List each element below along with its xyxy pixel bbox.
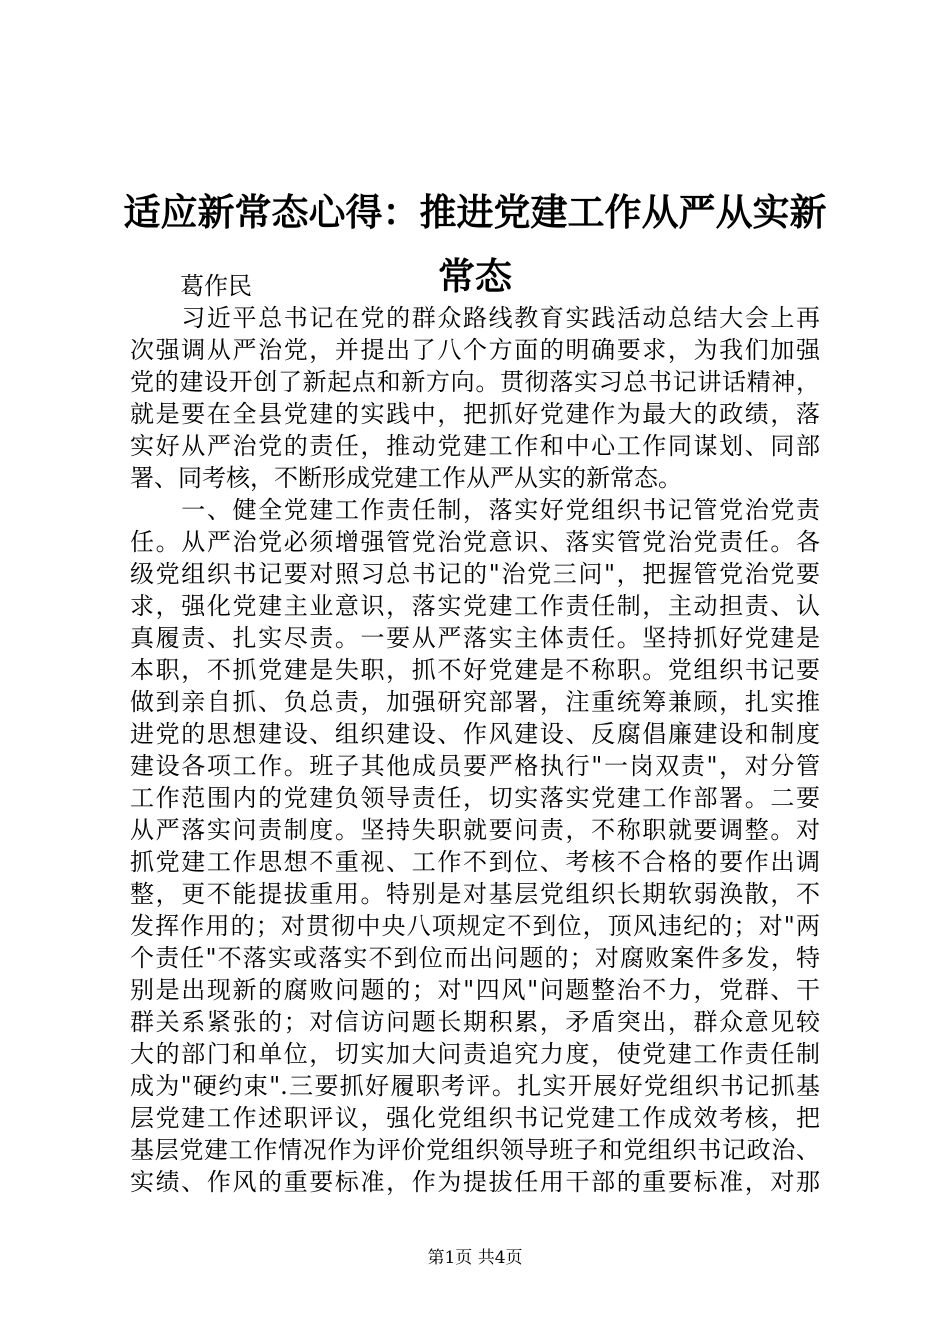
body-line: 一、健全党建工作责任制，落实好党组织书记管党治党责 — [130, 496, 820, 524]
body-line: 实好从严治党的责任，推动党建工作和中心工作同谋划、同部 — [130, 432, 820, 460]
body-line: 次强调从严治党，并提出了八个方面的明确要求，为我们加强 — [130, 336, 820, 364]
body-line: 做到亲自抓、负总责，加强研究部署，注重统筹兼顾，扎实推 — [130, 688, 820, 716]
body-line: 发挥作用的；对贯彻中央八项规定不到位，顶风违纪的；对"两 — [130, 912, 820, 940]
body-text — [130, 302, 820, 1198]
body-line: 整，更不能提拔重用。特别是对基层党组织长期软弱涣散，不 — [130, 880, 820, 908]
author-name: 葛作民 — [180, 272, 252, 300]
body-line: 署、同考核，不断形成党建工作从严从实的新常态。 — [130, 464, 682, 492]
body-line: 党的建设开创了新起点和新方向。贯彻落实习总书记讲话精神， — [130, 368, 820, 396]
body-line: 就是要在全县党建的实践中，把抓好党建作为最大的政绩，落 — [130, 400, 820, 428]
body-line: 进党的思想建设、组织建设、作风建设、反腐倡廉建设和制度 — [130, 720, 820, 748]
body-line: 工作范围内的党建负领导责任，切实落实党建工作部署。二要 — [130, 784, 820, 812]
document-title: 适应新常态心得：推进党建工作从严从实新常态 — [123, 190, 827, 298]
body-line: 成为"硬约束".三要抓好履职考评。扎实开展好党组织书记抓基 — [130, 1072, 820, 1100]
body-line: 大的部门和单位，切实加大问责追究力度，使党建工作责任制 — [130, 1040, 820, 1068]
body-line: 习近平总书记在党的群众路线教育实践活动总结大会上再 — [130, 304, 820, 332]
body-line: 本职，不抓党建是失职，抓不好党建是不称职。党组织书记要 — [130, 656, 820, 684]
body-line: 任。从严治党必须增强管党治党意识、落实管党治党责任。各 — [130, 528, 820, 556]
body-line: 层党建工作述职评议，强化党组织书记党建工作成效考核，把 — [130, 1104, 820, 1132]
document-body — [130, 270, 820, 1198]
body-line: 级党组织书记要对照习总书记的"治党三问"，把握管党治党要 — [130, 560, 820, 588]
body-line: 真履责、扎实尽责。一要从严落实主体责任。坚持抓好党建是 — [130, 624, 820, 652]
body-line: 建设各项工作。班子其他成员要严格执行"一岗双责"，对分管 — [130, 752, 820, 780]
body-line: 别是出现新的腐败问题的；对"四风"问题整治不力，党群、干 — [130, 976, 820, 1004]
body-line: 求，强化党建主业意识，落实党建工作责任制，主动担责、认 — [130, 592, 820, 620]
body-line: 个责任"不落实或落实不到位而出问题的；对腐败案件多发，特 — [130, 944, 820, 972]
body-line: 群关系紧张的；对信访问题长期积累，矛盾突出，群众意见较 — [130, 1008, 820, 1036]
body-line: 基层党建工作情况作为评价党组织领导班子和党组织书记政治、 — [130, 1136, 820, 1164]
page-footer: 第1页 共4页 — [427, 1248, 523, 1268]
body-line: 从严落实问责制度。坚持失职就要问责，不称职就要调整。对 — [130, 816, 820, 844]
body-line: 实绩、作风的重要标准，作为提拔任用干部的重要标准，对那 — [130, 1168, 820, 1196]
body-line: 抓党建工作思想不重视、工作不到位、考核不合格的要作出调 — [130, 848, 820, 876]
